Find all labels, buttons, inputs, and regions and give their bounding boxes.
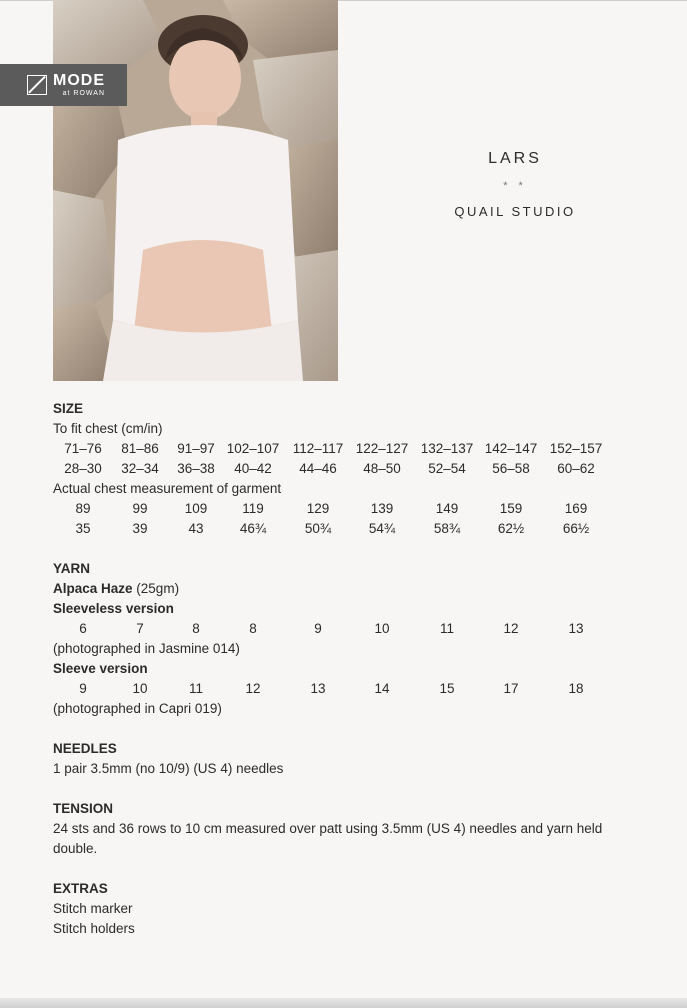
size-column-value: 36–38	[177, 461, 215, 476]
yarn-name-line	[53, 579, 653, 599]
size-column-value: 89	[75, 501, 91, 516]
size-column-value: 112–117	[292, 441, 344, 456]
mode-at-rowan-logo	[0, 64, 127, 106]
size-column-value: 159	[499, 501, 523, 516]
size-column-value: 62½	[497, 521, 525, 536]
size-column-value: 50¾	[304, 521, 332, 536]
sleeve-balls-row	[53, 679, 653, 699]
size-column-value: 52–54	[428, 461, 466, 476]
size-column-value: 40–42	[234, 461, 272, 476]
size-column-value: 44–46	[299, 461, 337, 476]
size-column-value: 129	[306, 501, 330, 516]
sleeveless-note: (photographed in Jasmine 014)	[53, 641, 240, 656]
fit-chest-label: To fit chest (cm/in)	[53, 421, 163, 436]
size-column-value: 28–30	[64, 461, 102, 476]
size-heading: SIZE	[53, 401, 84, 416]
spacer	[53, 539, 653, 559]
actual-cm-row	[53, 499, 653, 519]
extras-item: Stitch marker	[53, 901, 133, 916]
size-column-value: 39	[132, 521, 148, 536]
size-column-value: 169	[564, 501, 588, 516]
size-column-value: 139	[370, 501, 394, 516]
size-column-value: 10	[374, 621, 390, 636]
sleeve-label: Sleeve version	[53, 661, 148, 676]
logo-sub-text: at ROWAN	[62, 90, 105, 97]
logo-main-text: MODE	[53, 72, 105, 89]
sleeve-note: (photographed in Capri 019)	[53, 701, 222, 716]
size-column-value: 11	[439, 621, 454, 636]
actual-chest-label: Actual chest measurement of garment	[53, 481, 282, 496]
size-column-value: 119	[242, 501, 264, 516]
logo-text	[53, 73, 105, 97]
needles-heading: NEEDLES	[53, 741, 117, 756]
size-column-value: 35	[75, 521, 91, 536]
size-column-value: 152–157	[549, 441, 603, 456]
logo-mark-icon	[27, 75, 47, 95]
size-column-value: 43	[188, 521, 204, 536]
size-column-value: 109	[184, 501, 208, 516]
bottom-border	[0, 998, 687, 1008]
size-column-value: 60–62	[557, 461, 595, 476]
size-column-value: 81–86	[121, 441, 159, 456]
actual-in-row	[53, 519, 653, 539]
size-column-value: 9	[314, 621, 322, 636]
extras-heading: EXTRAS	[53, 881, 108, 896]
title-block	[400, 150, 630, 219]
model-photo	[53, 0, 338, 381]
extras-item: Stitch holders	[53, 921, 135, 936]
size-column-value: 18	[568, 681, 584, 696]
size-column-value: 56–58	[492, 461, 530, 476]
spacer	[53, 719, 653, 739]
size-column-value: 6	[79, 621, 87, 636]
size-column-value: 15	[439, 681, 455, 696]
pattern-details	[53, 399, 653, 939]
size-column-value: 9	[79, 681, 87, 696]
size-column-value: 17	[503, 681, 519, 696]
size-column-value: 8	[249, 621, 257, 636]
size-column-value: 102–107	[226, 441, 280, 456]
size-column-value: 13	[310, 681, 326, 696]
size-column-value: 91–97	[177, 441, 215, 456]
spacer	[53, 859, 653, 879]
size-column-value: 10	[132, 681, 148, 696]
size-column-value: 58¾	[433, 521, 461, 536]
model-photo-illustration	[53, 0, 338, 381]
size-column-value: 48–50	[363, 461, 401, 476]
pattern-title: LARS	[488, 150, 542, 167]
fit-in-row	[53, 459, 653, 479]
size-column-value: 132–137	[420, 441, 474, 456]
size-column-value: 12	[245, 681, 261, 696]
size-column-value: 54¾	[368, 521, 396, 536]
size-column-value: 122–127	[355, 441, 409, 456]
yarn-heading: YARN	[53, 561, 91, 576]
designer-name: QUAIL STUDIO	[454, 204, 576, 219]
size-column-value: 8	[192, 621, 200, 636]
yarn-weight: (25gm)	[132, 581, 180, 596]
needles-text: 1 pair 3.5mm (no 10/9) (US 4) needles	[53, 761, 284, 776]
yarn-name: Alpaca Haze	[53, 581, 133, 596]
size-column-value: 11	[188, 681, 203, 696]
tension-text: 24 sts and 36 rows to 10 cm measured over patt using 3.5mm (US 4) needles and yarn held double.	[53, 821, 603, 856]
size-column-value: 32–34	[121, 461, 159, 476]
size-column-value: 14	[374, 681, 390, 696]
size-column-value: 46¾	[239, 521, 267, 536]
size-column-value: 99	[132, 501, 148, 516]
size-column-value: 7	[136, 621, 144, 636]
size-column-value: 142–147	[484, 441, 538, 456]
size-column-value: 12	[503, 621, 519, 636]
fit-cm-row	[53, 439, 653, 459]
difficulty-stars: * *	[503, 180, 527, 192]
size-column-value: 149	[435, 501, 459, 516]
size-column-value: 13	[568, 621, 584, 636]
tension-heading: TENSION	[53, 801, 114, 816]
size-column-value: 66½	[562, 521, 590, 536]
sleeveless-balls-row	[53, 619, 653, 639]
sleeveless-label: Sleeveless version	[53, 601, 174, 616]
size-column-value: 71–76	[64, 441, 102, 456]
spacer	[53, 779, 653, 799]
